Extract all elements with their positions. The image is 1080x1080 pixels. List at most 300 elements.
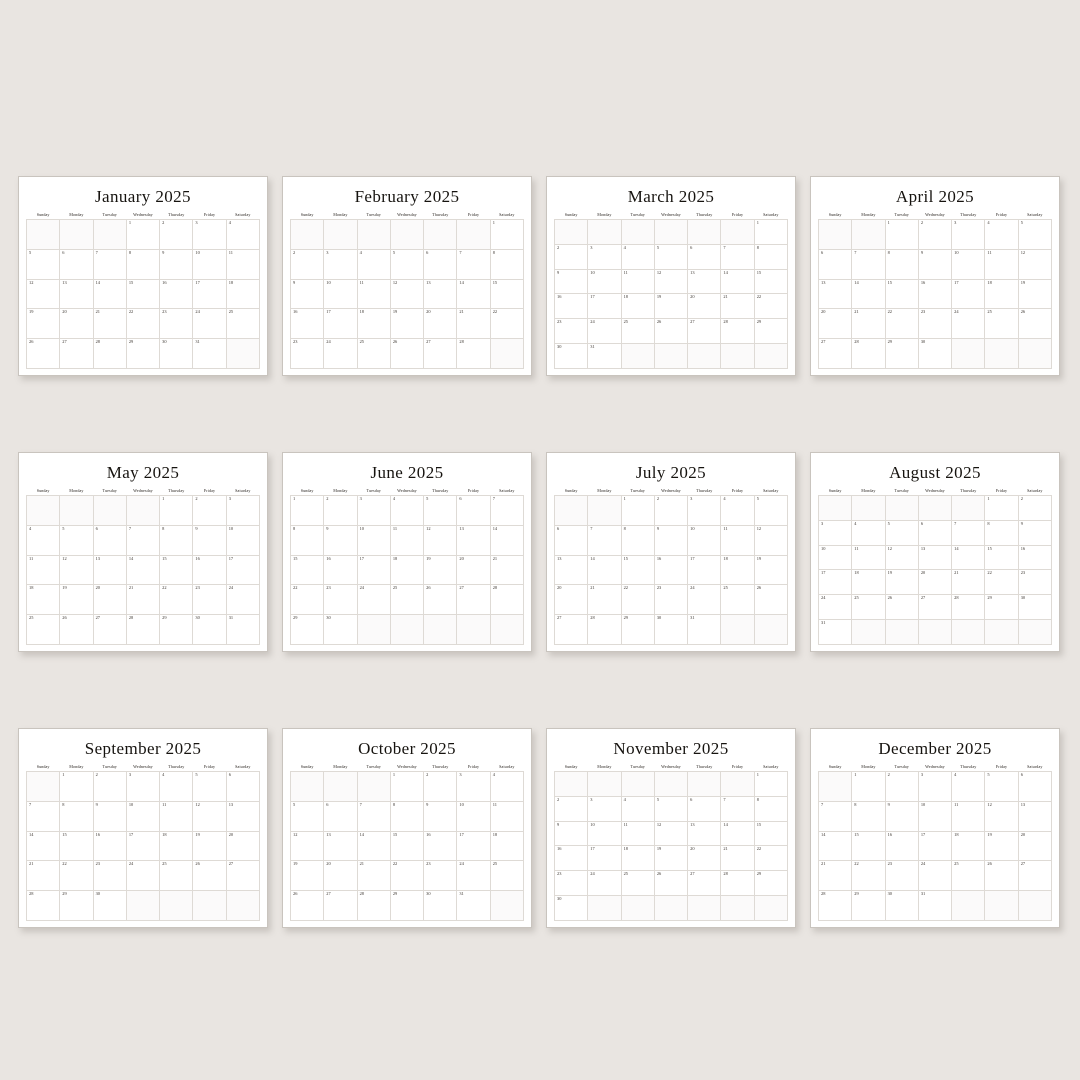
- day-cell[interactable]: [291, 339, 324, 369]
- day-cell[interactable]: [654, 294, 687, 319]
- month-card[interactable]: [18, 452, 268, 652]
- day-cell[interactable]: [160, 339, 193, 369]
- day-cell[interactable]: [226, 309, 259, 339]
- day-cell[interactable]: [1018, 309, 1051, 339]
- day-cell[interactable]: [457, 772, 490, 802]
- day-cell[interactable]: [918, 801, 951, 831]
- day-cell[interactable]: [621, 846, 654, 871]
- day-cell[interactable]: [457, 555, 490, 585]
- day-cell[interactable]: [60, 309, 93, 339]
- day-cell[interactable]: [721, 525, 754, 555]
- day-cell[interactable]: [126, 279, 159, 309]
- day-cell[interactable]: [985, 772, 1018, 802]
- day-cell[interactable]: [754, 525, 787, 555]
- day-cell[interactable]: [291, 555, 324, 585]
- day-cell[interactable]: [621, 555, 654, 585]
- month-card[interactable]: [546, 176, 796, 376]
- day-cell[interactable]: [885, 772, 918, 802]
- day-cell[interactable]: [852, 545, 885, 570]
- day-cell[interactable]: [60, 801, 93, 831]
- day-cell[interactable]: [193, 861, 226, 891]
- day-cell[interactable]: [885, 595, 918, 620]
- day-cell[interactable]: [291, 831, 324, 861]
- day-cell[interactable]: [457, 801, 490, 831]
- day-cell[interactable]: [193, 615, 226, 645]
- day-cell[interactable]: [918, 309, 951, 339]
- day-cell[interactable]: [390, 801, 423, 831]
- day-cell[interactable]: [126, 249, 159, 279]
- day-cell[interactable]: [27, 339, 60, 369]
- month-card[interactable]: [546, 728, 796, 928]
- month-card[interactable]: [546, 452, 796, 652]
- day-cell[interactable]: [654, 585, 687, 615]
- day-cell[interactable]: [160, 555, 193, 585]
- day-cell[interactable]: [357, 555, 390, 585]
- day-cell[interactable]: [918, 249, 951, 279]
- day-cell[interactable]: [160, 525, 193, 555]
- day-cell[interactable]: [952, 801, 985, 831]
- day-cell[interactable]: [885, 570, 918, 595]
- day-cell[interactable]: [852, 309, 885, 339]
- day-cell[interactable]: [688, 244, 721, 269]
- day-cell[interactable]: [721, 871, 754, 896]
- day-cell[interactable]: [424, 279, 457, 309]
- day-cell[interactable]: [490, 585, 523, 615]
- day-cell[interactable]: [27, 309, 60, 339]
- day-cell[interactable]: [27, 801, 60, 831]
- day-cell[interactable]: [457, 861, 490, 891]
- day-cell[interactable]: [424, 309, 457, 339]
- day-cell[interactable]: [226, 496, 259, 526]
- day-cell[interactable]: [226, 279, 259, 309]
- day-cell[interactable]: [490, 309, 523, 339]
- day-cell[interactable]: [357, 309, 390, 339]
- day-cell[interactable]: [193, 279, 226, 309]
- day-cell[interactable]: [424, 585, 457, 615]
- day-cell[interactable]: [226, 555, 259, 585]
- day-cell[interactable]: [390, 555, 423, 585]
- day-cell[interactable]: [952, 520, 985, 545]
- day-cell[interactable]: [688, 796, 721, 821]
- day-cell[interactable]: [27, 891, 60, 921]
- day-cell[interactable]: [985, 801, 1018, 831]
- day-cell[interactable]: [819, 339, 852, 369]
- day-cell[interactable]: [588, 244, 621, 269]
- day-cell[interactable]: [126, 831, 159, 861]
- day-cell[interactable]: [193, 309, 226, 339]
- day-cell[interactable]: [721, 319, 754, 344]
- day-cell[interactable]: [160, 861, 193, 891]
- day-cell[interactable]: [819, 570, 852, 595]
- day-cell[interactable]: [226, 615, 259, 645]
- day-cell[interactable]: [27, 249, 60, 279]
- day-cell[interactable]: [588, 615, 621, 645]
- day-cell[interactable]: [93, 615, 126, 645]
- day-cell[interactable]: [885, 220, 918, 250]
- day-cell[interactable]: [654, 615, 687, 645]
- day-cell[interactable]: [985, 279, 1018, 309]
- day-cell[interactable]: [126, 615, 159, 645]
- day-cell[interactable]: [424, 249, 457, 279]
- month-card[interactable]: [282, 452, 532, 652]
- day-cell[interactable]: [654, 244, 687, 269]
- day-cell[interactable]: [721, 294, 754, 319]
- day-cell[interactable]: [390, 309, 423, 339]
- day-cell[interactable]: [27, 279, 60, 309]
- day-cell[interactable]: [291, 496, 324, 526]
- day-cell[interactable]: [160, 279, 193, 309]
- day-cell[interactable]: [93, 279, 126, 309]
- day-cell[interactable]: [93, 555, 126, 585]
- day-cell[interactable]: [193, 585, 226, 615]
- day-cell[interactable]: [985, 595, 1018, 620]
- day-cell[interactable]: [424, 496, 457, 526]
- day-cell[interactable]: [555, 896, 588, 921]
- day-cell[interactable]: [721, 796, 754, 821]
- day-cell[interactable]: [952, 220, 985, 250]
- day-cell[interactable]: [93, 801, 126, 831]
- day-cell[interactable]: [985, 831, 1018, 861]
- day-cell[interactable]: [918, 861, 951, 891]
- day-cell[interactable]: [126, 861, 159, 891]
- month-card[interactable]: [282, 176, 532, 376]
- day-cell[interactable]: [918, 891, 951, 921]
- day-cell[interactable]: [390, 861, 423, 891]
- day-cell[interactable]: [60, 861, 93, 891]
- day-cell[interactable]: [754, 796, 787, 821]
- day-cell[interactable]: [60, 831, 93, 861]
- day-cell[interactable]: [621, 294, 654, 319]
- day-cell[interactable]: [588, 344, 621, 369]
- day-cell[interactable]: [93, 249, 126, 279]
- day-cell[interactable]: [390, 585, 423, 615]
- day-cell[interactable]: [852, 772, 885, 802]
- day-cell[interactable]: [291, 891, 324, 921]
- day-cell[interactable]: [390, 891, 423, 921]
- day-cell[interactable]: [985, 309, 1018, 339]
- day-cell[interactable]: [555, 821, 588, 846]
- day-cell[interactable]: [621, 244, 654, 269]
- day-cell[interactable]: [357, 525, 390, 555]
- day-cell[interactable]: [60, 891, 93, 921]
- day-cell[interactable]: [985, 220, 1018, 250]
- day-cell[interactable]: [424, 772, 457, 802]
- day-cell[interactable]: [555, 871, 588, 896]
- day-cell[interactable]: [457, 891, 490, 921]
- day-cell[interactable]: [985, 249, 1018, 279]
- day-cell[interactable]: [754, 496, 787, 526]
- day-cell[interactable]: [688, 269, 721, 294]
- day-cell[interactable]: [1018, 831, 1051, 861]
- day-cell[interactable]: [754, 220, 787, 245]
- day-cell[interactable]: [754, 269, 787, 294]
- day-cell[interactable]: [654, 269, 687, 294]
- day-cell[interactable]: [754, 555, 787, 585]
- day-cell[interactable]: [688, 294, 721, 319]
- day-cell[interactable]: [226, 861, 259, 891]
- day-cell[interactable]: [193, 220, 226, 250]
- day-cell[interactable]: [588, 585, 621, 615]
- day-cell[interactable]: [226, 525, 259, 555]
- month-card[interactable]: [282, 728, 532, 928]
- day-cell[interactable]: [324, 525, 357, 555]
- day-cell[interactable]: [291, 861, 324, 891]
- day-cell[interactable]: [819, 520, 852, 545]
- day-cell[interactable]: [457, 496, 490, 526]
- day-cell[interactable]: [754, 772, 787, 797]
- day-cell[interactable]: [490, 525, 523, 555]
- day-cell[interactable]: [588, 294, 621, 319]
- day-cell[interactable]: [490, 249, 523, 279]
- day-cell[interactable]: [621, 525, 654, 555]
- day-cell[interactable]: [291, 279, 324, 309]
- day-cell[interactable]: [357, 585, 390, 615]
- day-cell[interactable]: [93, 585, 126, 615]
- day-cell[interactable]: [160, 615, 193, 645]
- day-cell[interactable]: [490, 831, 523, 861]
- day-cell[interactable]: [1018, 772, 1051, 802]
- day-cell[interactable]: [60, 615, 93, 645]
- day-cell[interactable]: [126, 525, 159, 555]
- day-cell[interactable]: [688, 615, 721, 645]
- day-cell[interactable]: [490, 220, 523, 250]
- day-cell[interactable]: [324, 309, 357, 339]
- day-cell[interactable]: [918, 772, 951, 802]
- day-cell[interactable]: [357, 861, 390, 891]
- day-cell[interactable]: [819, 249, 852, 279]
- day-cell[interactable]: [457, 525, 490, 555]
- day-cell[interactable]: [555, 585, 588, 615]
- day-cell[interactable]: [291, 801, 324, 831]
- day-cell[interactable]: [390, 831, 423, 861]
- day-cell[interactable]: [985, 861, 1018, 891]
- day-cell[interactable]: [60, 525, 93, 555]
- day-cell[interactable]: [754, 244, 787, 269]
- day-cell[interactable]: [126, 585, 159, 615]
- day-cell[interactable]: [1018, 279, 1051, 309]
- day-cell[interactable]: [226, 831, 259, 861]
- day-cell[interactable]: [424, 891, 457, 921]
- day-cell[interactable]: [226, 220, 259, 250]
- day-cell[interactable]: [324, 585, 357, 615]
- day-cell[interactable]: [193, 772, 226, 802]
- day-cell[interactable]: [193, 831, 226, 861]
- day-cell[interactable]: [654, 821, 687, 846]
- day-cell[interactable]: [457, 831, 490, 861]
- day-cell[interactable]: [390, 249, 423, 279]
- day-cell[interactable]: [654, 496, 687, 526]
- day-cell[interactable]: [93, 861, 126, 891]
- day-cell[interactable]: [27, 585, 60, 615]
- day-cell[interactable]: [688, 585, 721, 615]
- day-cell[interactable]: [819, 801, 852, 831]
- day-cell[interactable]: [160, 801, 193, 831]
- day-cell[interactable]: [193, 801, 226, 831]
- day-cell[interactable]: [654, 846, 687, 871]
- day-cell[interactable]: [721, 244, 754, 269]
- day-cell[interactable]: [126, 220, 159, 250]
- day-cell[interactable]: [457, 309, 490, 339]
- day-cell[interactable]: [324, 615, 357, 645]
- day-cell[interactable]: [952, 772, 985, 802]
- day-cell[interactable]: [457, 249, 490, 279]
- day-cell[interactable]: [390, 772, 423, 802]
- month-card[interactable]: [810, 728, 1060, 928]
- day-cell[interactable]: [654, 525, 687, 555]
- day-cell[interactable]: [1018, 570, 1051, 595]
- day-cell[interactable]: [885, 520, 918, 545]
- day-cell[interactable]: [357, 249, 390, 279]
- day-cell[interactable]: [621, 796, 654, 821]
- day-cell[interactable]: [754, 821, 787, 846]
- day-cell[interactable]: [60, 555, 93, 585]
- day-cell[interactable]: [160, 585, 193, 615]
- day-cell[interactable]: [93, 772, 126, 802]
- day-cell[interactable]: [985, 520, 1018, 545]
- day-cell[interactable]: [588, 871, 621, 896]
- day-cell[interactable]: [291, 585, 324, 615]
- day-cell[interactable]: [885, 891, 918, 921]
- day-cell[interactable]: [819, 620, 852, 645]
- day-cell[interactable]: [424, 831, 457, 861]
- day-cell[interactable]: [93, 831, 126, 861]
- day-cell[interactable]: [226, 249, 259, 279]
- day-cell[interactable]: [357, 831, 390, 861]
- day-cell[interactable]: [424, 861, 457, 891]
- day-cell[interactable]: [885, 801, 918, 831]
- day-cell[interactable]: [160, 831, 193, 861]
- day-cell[interactable]: [357, 279, 390, 309]
- day-cell[interactable]: [621, 821, 654, 846]
- day-cell[interactable]: [918, 220, 951, 250]
- day-cell[interactable]: [324, 831, 357, 861]
- day-cell[interactable]: [852, 861, 885, 891]
- day-cell[interactable]: [952, 861, 985, 891]
- day-cell[interactable]: [985, 496, 1018, 521]
- day-cell[interactable]: [555, 615, 588, 645]
- day-cell[interactable]: [918, 831, 951, 861]
- day-cell[interactable]: [390, 279, 423, 309]
- day-cell[interactable]: [457, 279, 490, 309]
- day-cell[interactable]: [93, 339, 126, 369]
- day-cell[interactable]: [588, 269, 621, 294]
- day-cell[interactable]: [390, 339, 423, 369]
- day-cell[interactable]: [819, 595, 852, 620]
- day-cell[interactable]: [885, 249, 918, 279]
- day-cell[interactable]: [60, 772, 93, 802]
- day-cell[interactable]: [93, 891, 126, 921]
- day-cell[interactable]: [324, 496, 357, 526]
- day-cell[interactable]: [357, 339, 390, 369]
- day-cell[interactable]: [126, 309, 159, 339]
- day-cell[interactable]: [852, 249, 885, 279]
- month-card[interactable]: [18, 176, 268, 376]
- day-cell[interactable]: [588, 555, 621, 585]
- day-cell[interactable]: [688, 319, 721, 344]
- day-cell[interactable]: [126, 339, 159, 369]
- day-cell[interactable]: [952, 279, 985, 309]
- day-cell[interactable]: [588, 319, 621, 344]
- day-cell[interactable]: [490, 496, 523, 526]
- day-cell[interactable]: [819, 831, 852, 861]
- day-cell[interactable]: [160, 309, 193, 339]
- day-cell[interactable]: [952, 570, 985, 595]
- day-cell[interactable]: [93, 309, 126, 339]
- day-cell[interactable]: [621, 871, 654, 896]
- day-cell[interactable]: [754, 319, 787, 344]
- month-card[interactable]: [18, 728, 268, 928]
- day-cell[interactable]: [588, 846, 621, 871]
- day-cell[interactable]: [852, 801, 885, 831]
- day-cell[interactable]: [754, 294, 787, 319]
- day-cell[interactable]: [721, 585, 754, 615]
- day-cell[interactable]: [1018, 496, 1051, 521]
- day-cell[interactable]: [621, 269, 654, 294]
- day-cell[interactable]: [457, 339, 490, 369]
- day-cell[interactable]: [324, 891, 357, 921]
- day-cell[interactable]: [852, 520, 885, 545]
- month-card[interactable]: [810, 452, 1060, 652]
- day-cell[interactable]: [60, 339, 93, 369]
- day-cell[interactable]: [226, 801, 259, 831]
- day-cell[interactable]: [654, 555, 687, 585]
- day-cell[interactable]: [555, 344, 588, 369]
- day-cell[interactable]: [588, 796, 621, 821]
- day-cell[interactable]: [754, 585, 787, 615]
- day-cell[interactable]: [918, 279, 951, 309]
- day-cell[interactable]: [952, 249, 985, 279]
- day-cell[interactable]: [852, 891, 885, 921]
- day-cell[interactable]: [819, 545, 852, 570]
- day-cell[interactable]: [160, 496, 193, 526]
- day-cell[interactable]: [952, 545, 985, 570]
- day-cell[interactable]: [291, 525, 324, 555]
- day-cell[interactable]: [721, 821, 754, 846]
- day-cell[interactable]: [918, 339, 951, 369]
- day-cell[interactable]: [1018, 801, 1051, 831]
- day-cell[interactable]: [291, 309, 324, 339]
- day-cell[interactable]: [490, 861, 523, 891]
- day-cell[interactable]: [688, 871, 721, 896]
- day-cell[interactable]: [721, 555, 754, 585]
- day-cell[interactable]: [1018, 520, 1051, 545]
- day-cell[interactable]: [193, 555, 226, 585]
- day-cell[interactable]: [754, 846, 787, 871]
- day-cell[interactable]: [324, 279, 357, 309]
- day-cell[interactable]: [324, 801, 357, 831]
- month-card[interactable]: [810, 176, 1060, 376]
- day-cell[interactable]: [27, 831, 60, 861]
- day-cell[interactable]: [490, 555, 523, 585]
- day-cell[interactable]: [952, 595, 985, 620]
- day-cell[interactable]: [918, 595, 951, 620]
- day-cell[interactable]: [27, 615, 60, 645]
- day-cell[interactable]: [555, 269, 588, 294]
- day-cell[interactable]: [654, 319, 687, 344]
- day-cell[interactable]: [819, 309, 852, 339]
- day-cell[interactable]: [193, 249, 226, 279]
- day-cell[interactable]: [126, 801, 159, 831]
- day-cell[interactable]: [490, 772, 523, 802]
- day-cell[interactable]: [60, 585, 93, 615]
- day-cell[interactable]: [357, 891, 390, 921]
- day-cell[interactable]: [357, 496, 390, 526]
- day-cell[interactable]: [490, 801, 523, 831]
- day-cell[interactable]: [1018, 545, 1051, 570]
- day-cell[interactable]: [1018, 220, 1051, 250]
- day-cell[interactable]: [688, 846, 721, 871]
- day-cell[interactable]: [721, 846, 754, 871]
